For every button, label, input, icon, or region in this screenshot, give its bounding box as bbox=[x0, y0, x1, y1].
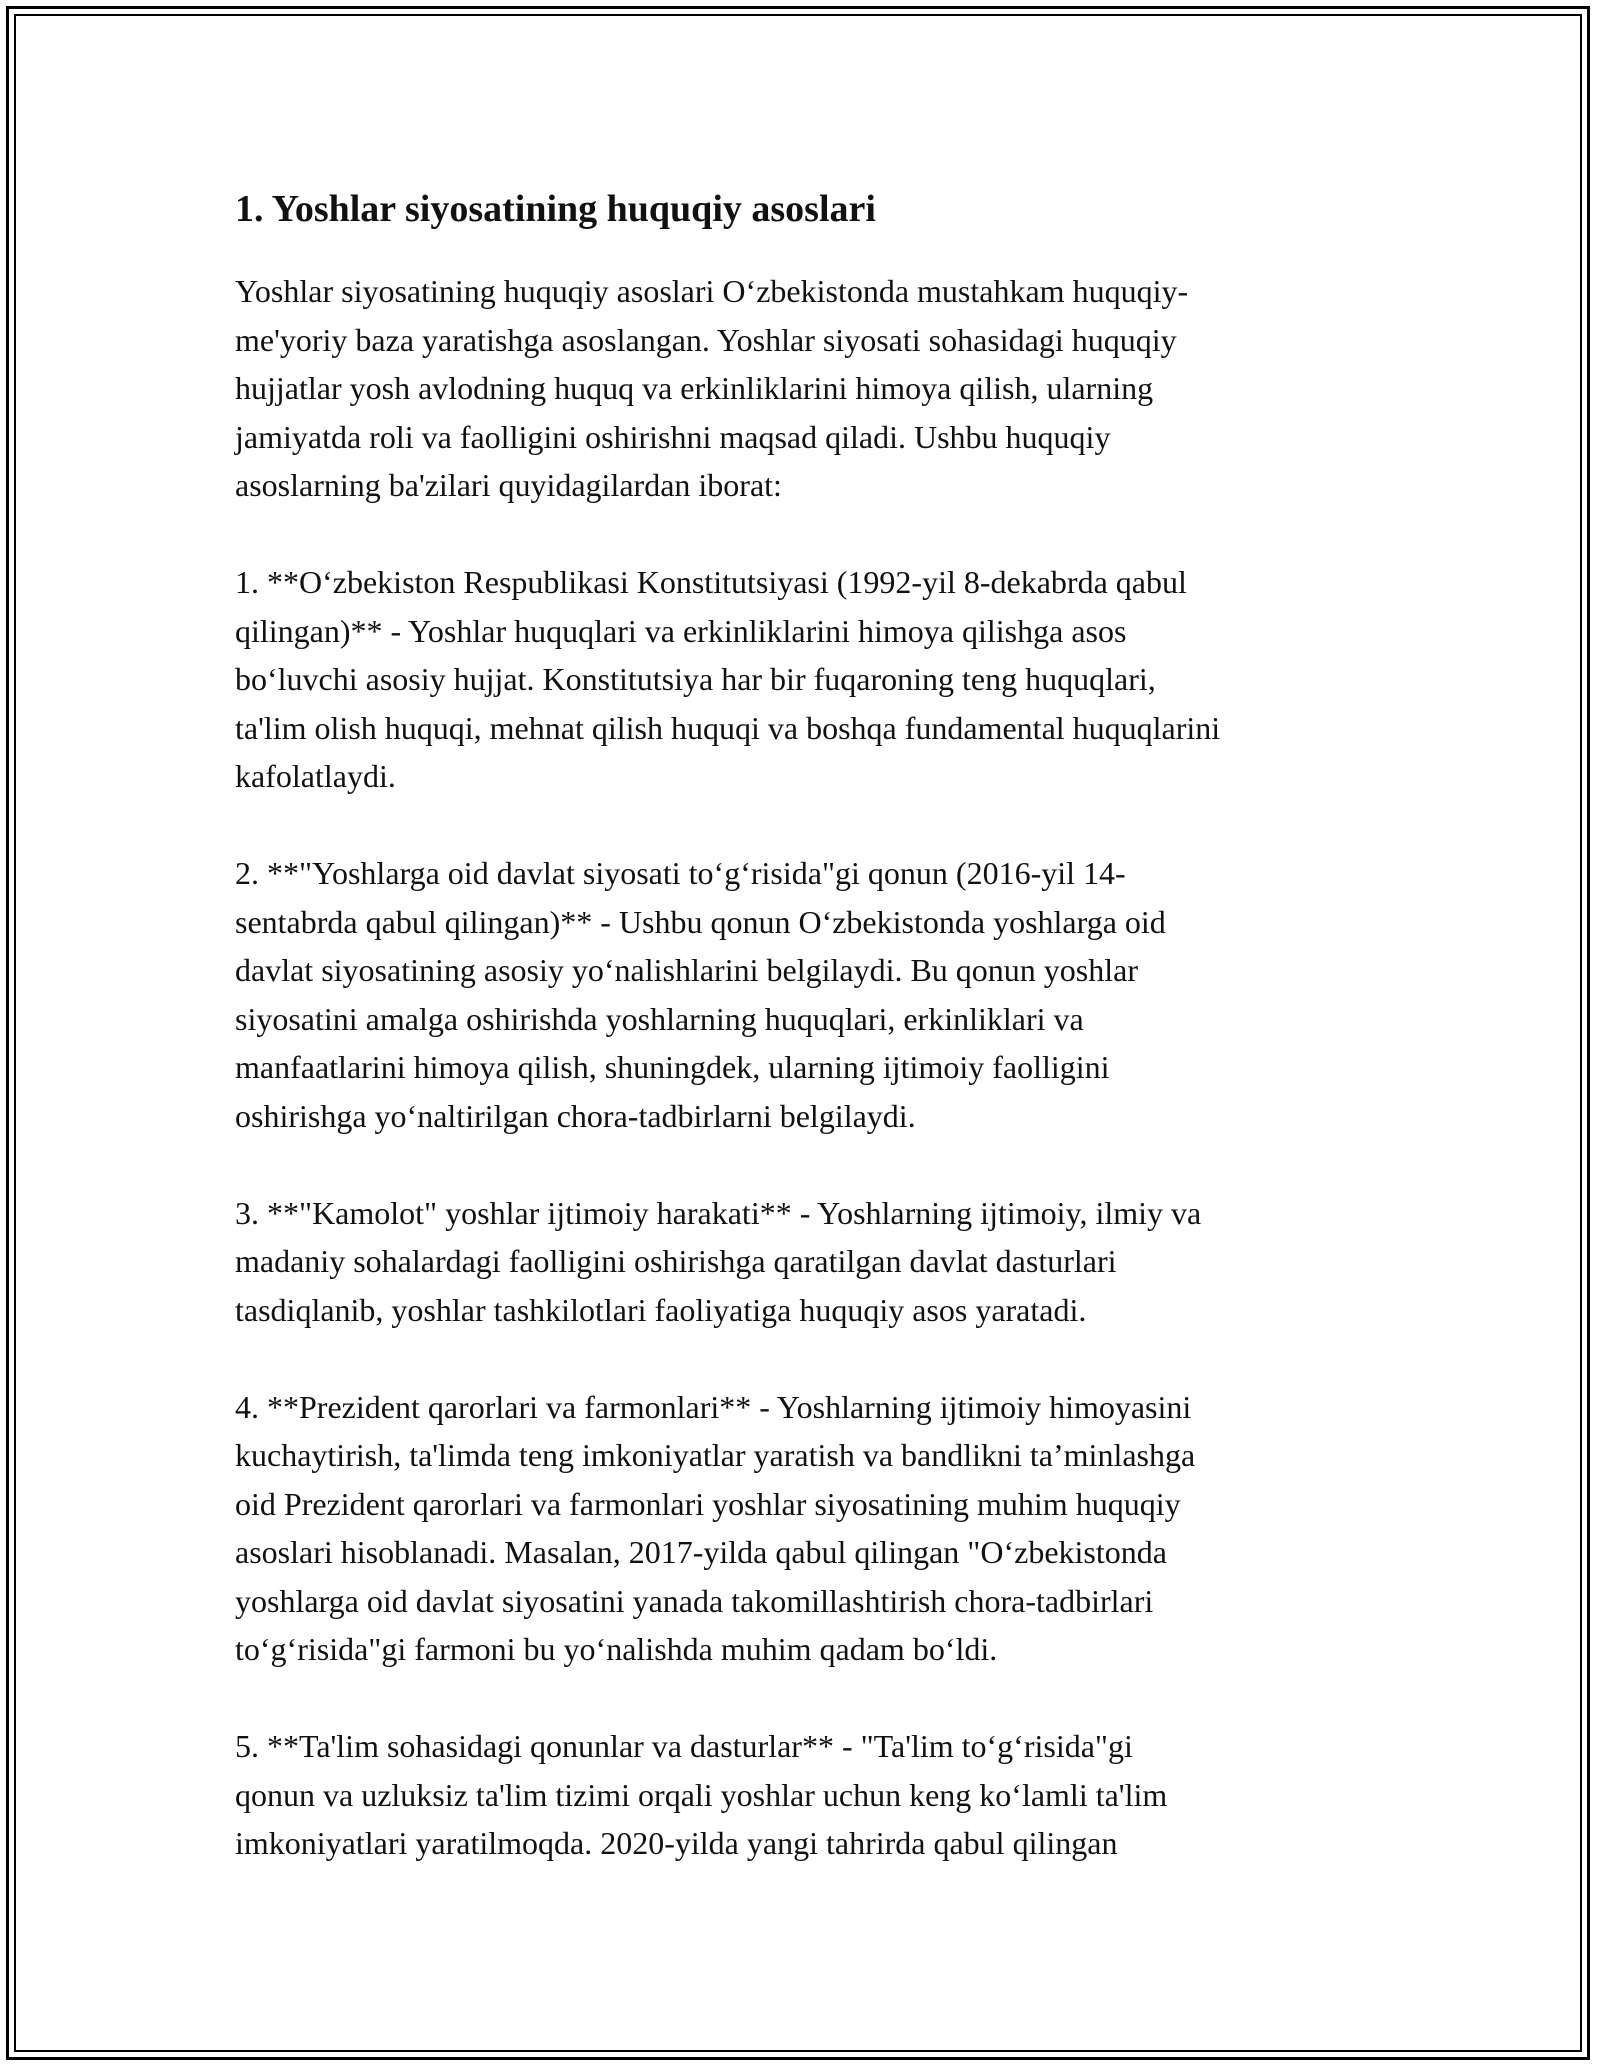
text-line: kuchaytirish, ta'limda teng imkoniyatlar yaratish va bandlikni ta’minlashga bbox=[235, 1437, 1196, 1473]
text-line: 3. **"Kamolot" yoshlar ijtimoiy harakati** - Yoshlarning ijtimoiy, ilmiy va bbox=[235, 1194, 1202, 1231]
text-line: to‘g‘risida"gi farmoni bu yo‘nalishda muhim qadam bo‘ldi. bbox=[235, 1631, 998, 1667]
text-line: siyosatini amalga oshirishda yoshlarning huquqlari, erkinliklari va bbox=[235, 1000, 1084, 1037]
list-item-paragraph-3 bbox=[235, 1189, 1375, 1335]
intro-paragraph bbox=[235, 267, 1375, 510]
list-item-paragraph-1 bbox=[235, 558, 1375, 801]
text-line: tasdiqlanib, yoshlar tashkilotlari faoliyatiga huquqiy asos yaratadi. bbox=[235, 1291, 1087, 1328]
text-line: sentabrda qabul qilingan)** - Ushbu qonun O‘zbekistonda yoshlarga oid bbox=[235, 903, 1166, 940]
text-line: imkoniyatlari yaratilmoqda. 2020-yilda yangi tahrirda qabul qilingan bbox=[235, 1825, 1118, 1861]
text-line: asoslarning ba'zilari quyidagilardan iborat: bbox=[235, 467, 782, 503]
text-line: oshirishga yo‘naltirilgan chora-tadbirlarni belgilaydi. bbox=[235, 1097, 916, 1134]
text-line: jamiyatda roli va faolligini oshirishni maqsad qiladi. Ushbu huquqiy bbox=[235, 418, 1111, 455]
text-line: me'yoriy baza yaratishga asoslangan. Yoshlar siyosati sohasidagi huquqiy bbox=[235, 321, 1177, 358]
text-line: Yoshlar siyosatining huquqiy asoslari O‘zbekistonda mustahkam huquqiy- bbox=[235, 273, 1189, 309]
text-line: 2. **"Yoshlarga oid davlat siyosati to‘g‘risida"gi qonun (2016-yil 14- bbox=[235, 855, 1126, 891]
text-line: 5. **Ta'lim sohasidagi qonunlar va dasturlar** - "Ta'lim to‘g‘risida"gi bbox=[235, 1728, 1133, 1764]
list-item-paragraph-4 bbox=[235, 1383, 1375, 1674]
text-line: madaniy sohalardagi faolligini oshirishga qaratilgan davlat dasturlari bbox=[235, 1243, 1117, 1279]
text-line: ta'lim olish huquqi, mehnat qilish huquqi va boshqa fundamental huquqlarini bbox=[235, 709, 1221, 746]
text-line: bo‘luvchi asosiy hujjat. Konstitutsiya har bir fuqaroning teng huquqlari, bbox=[235, 661, 1156, 697]
text-line: qilingan)** - Yoshlar huquqlari va erkinliklarini himoya qilishga asos bbox=[235, 612, 1127, 649]
text-line: qonun va uzluksiz ta'lim tizimi orqali yoshlar uchun keng ko‘lamli ta'lim bbox=[235, 1776, 1168, 1813]
text-line: oid Prezident qarorlari va farmonlari yoshlar siyosatining muhim huquqiy bbox=[235, 1485, 1181, 1522]
list-item-paragraph-5 bbox=[235, 1722, 1375, 1868]
text-line: davlat siyosatining asosiy yo‘nalishlarini belgilaydi. Bu qonun yoshlar bbox=[235, 952, 1138, 988]
text-line: manfaatlarini himoya qilish, shuningdek, ularning ijtimoiy faolligini bbox=[235, 1049, 1110, 1085]
document-body bbox=[235, 185, 1375, 1916]
text-line: 4. **Prezident qarorlari va farmonlari** - Yoshlarning ijtimoiy himoyasini bbox=[235, 1388, 1192, 1425]
list-item-paragraph-2 bbox=[235, 849, 1375, 1140]
text-line: yoshlarga oid davlat siyosatini yanada takomillashtirish chora-tadbirlari bbox=[235, 1582, 1154, 1619]
text-line: asoslari hisoblanadi. Masalan, 2017-yilda qabul qilingan "O‘zbekistonda bbox=[235, 1534, 1167, 1570]
section-heading: 1. Yoshlar siyosatining huquqiy asoslari bbox=[235, 188, 876, 230]
text-line: kafolatlaydi. bbox=[235, 758, 396, 794]
text-line: 1. **O‘zbekiston Respublikasi Konstitutsiyasi (1992-yil 8-dekabrda qabul bbox=[235, 564, 1187, 600]
text-line: hujjatlar yosh avlodning huquq va erkinliklarini himoya qilish, ularning bbox=[235, 370, 1154, 406]
